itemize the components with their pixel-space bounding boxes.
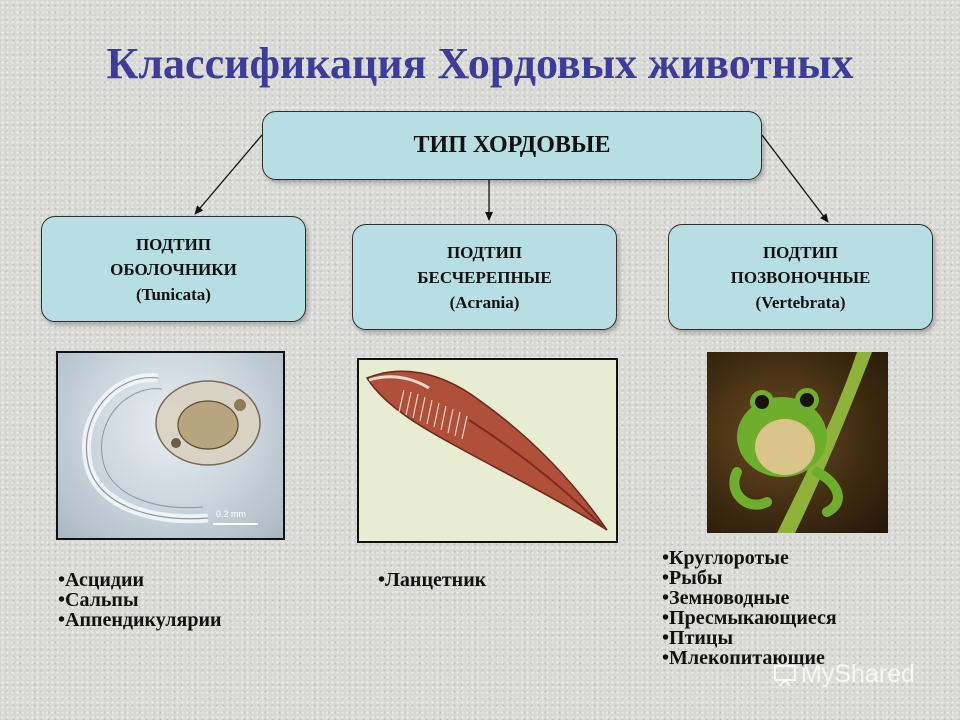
subtype-box-acrania — [352, 224, 617, 330]
subtype-line2: ОБОЛОЧНИКИ — [110, 259, 237, 279]
arrow-to-tunicata — [195, 135, 262, 214]
list-item: • Круглоротые — [662, 548, 837, 568]
list-item: • Млекопитающие — [662, 648, 837, 668]
list-item: • Птицы — [662, 628, 837, 648]
list-item: • Сальпы — [58, 590, 222, 610]
root-label: ТИП ХОРДОВЫЕ — [413, 132, 611, 158]
tree-frog-image — [707, 352, 888, 533]
vertebrata-members-list — [662, 548, 837, 668]
frog-photo — [707, 352, 888, 533]
watermark-text: MyShared — [801, 660, 915, 688]
watermark — [773, 660, 915, 689]
tunicata-members-list — [58, 570, 222, 630]
arrow-to-vertebrata — [762, 135, 828, 222]
subtype-latin: (Acrania) — [449, 292, 520, 312]
lancelet-photo — [357, 358, 618, 543]
page-title: Классификация Хордовых животных — [106, 39, 854, 88]
list-item: • Асцидии — [58, 570, 222, 590]
subtype-latin: (Vertebrata) — [755, 292, 846, 312]
root-box-chordata — [262, 111, 762, 180]
lancelet-image — [359, 360, 616, 541]
subtype-line1: ПОДТИП — [762, 242, 839, 262]
acrania-members-list — [378, 570, 486, 590]
list-item: • Аппендикулярии — [58, 610, 222, 630]
list-item: • Пресмыкающиеся — [662, 608, 837, 628]
list-item: • Земноводные — [662, 588, 837, 608]
subtype-line1: ПОДТИП — [135, 234, 212, 254]
tunicate-photo — [56, 351, 285, 540]
subtype-box-tunicata — [41, 216, 306, 322]
tunicate-larva-image — [58, 353, 283, 538]
subtype-latin: (Tunicata) — [136, 284, 211, 304]
subtype-line1: ПОДТИП — [446, 242, 523, 262]
presentation-icon — [773, 663, 797, 687]
subtype-box-vertebrata — [668, 224, 933, 330]
list-item: • Ланцетник — [378, 570, 486, 590]
list-item: • Рыбы — [662, 568, 837, 588]
subtype-line2: ПОЗВОНОЧНЫЕ — [730, 267, 871, 287]
subtype-line2: БЕСЧЕРЕПНЫЕ — [417, 267, 552, 287]
scale-bar-label: 0.2 mm — [216, 509, 247, 519]
